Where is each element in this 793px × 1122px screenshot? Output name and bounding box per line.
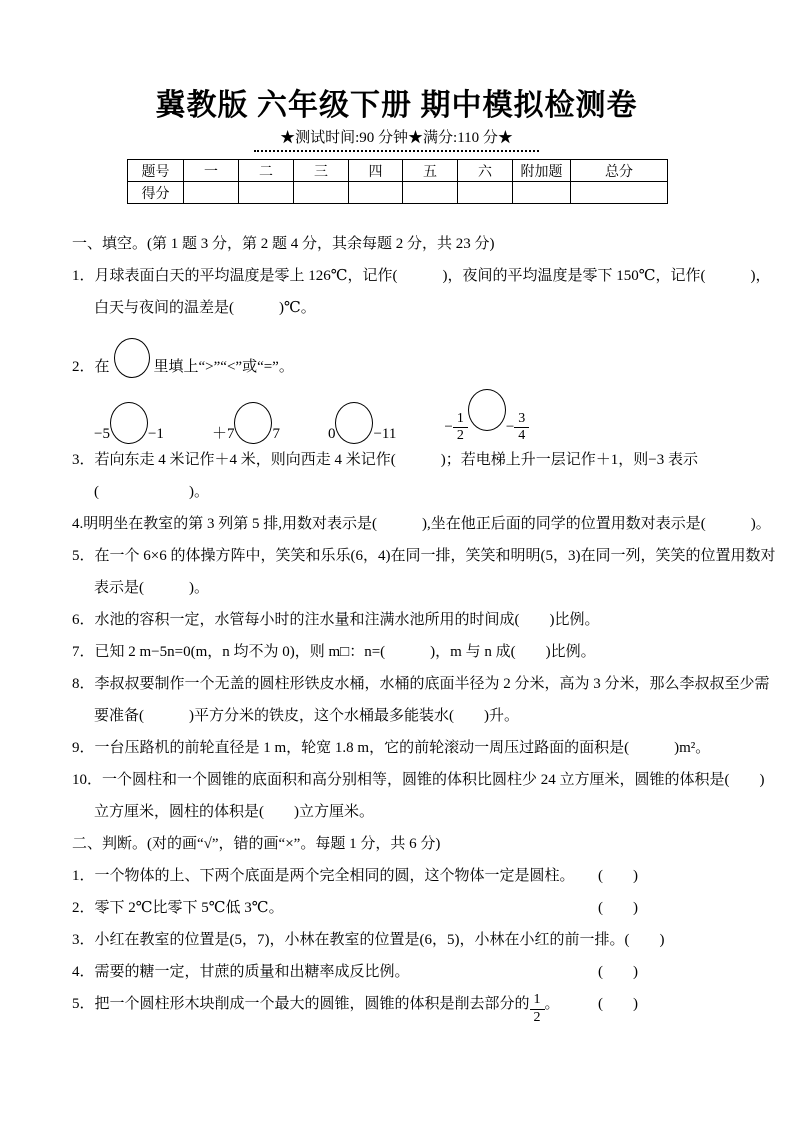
judge-item-text: 4．需要的糖一定，甘蔗的质量和出糖率成反比例。 xyxy=(72,964,410,980)
score-table-header-cell: 题号 xyxy=(128,160,184,182)
answer-bracket: ( ) xyxy=(598,996,638,1012)
exam-body xyxy=(72,228,776,1026)
question-5-line-1: 5．在一个 6×6 的体操方阵中，笑笑和乐乐(6，4)在同一排，笑笑和明明(5，3)在同一列，笑笑的位置用数对 xyxy=(72,548,776,564)
score-table-header-cell: 四 xyxy=(349,160,403,182)
question-8-line-2: 要准备( )平方分米的铁皮，这个水桶最多能装水( )升。 xyxy=(94,708,519,724)
score-cell-empty xyxy=(349,182,403,204)
score-table-header-cell: 二 xyxy=(239,160,294,182)
subtitle-row xyxy=(0,129,793,152)
question-7-line: 7．已知 2 m−5n=0(m，n 均不为 0)，则 m□：n=( )，m 与 n 成( )比例。 xyxy=(72,644,596,660)
comparison-item xyxy=(328,402,396,444)
score-table-header-row xyxy=(128,160,668,182)
judge-item-2 xyxy=(72,892,638,924)
question-1-line-1: 1．月球表面白天的平均温度是零上 126℃，记作( )，夜间的平均温度是零下 150℃，记作( )， xyxy=(72,268,771,284)
answer-bracket: ( ) xyxy=(624,932,665,948)
score-cell-empty xyxy=(571,182,668,204)
judge-item-text: 3．小红在教室的位置是(5，7)，小林在教室的位置是(6，5)，小林在小红的前一排。 xyxy=(72,932,625,948)
score-table-header-cell: 一 xyxy=(184,160,239,182)
question-2-suffix: 里填上“>”“<”或“=”。 xyxy=(153,359,294,375)
score-table-header-cell: 六 xyxy=(458,160,513,182)
question-4-line: 4.明明坐在教室的第 3 列第 5 排,用数对表示是( ),坐在他正后面的同学的位置用数对表示是( )。 xyxy=(72,516,771,532)
section-judge-heading: 二、判断。(对的画“√”，错的画“×”。每题 1 分，共 6 分) xyxy=(72,836,441,852)
comparison-left-value: ＋7 xyxy=(211,426,235,442)
answer-bracket: ( ) xyxy=(598,868,638,884)
judge-item-text: 1．一个物体的上、下两个底面是两个完全相同的圆，这个物体一定是圆柱。 xyxy=(72,868,575,884)
score-cell-empty xyxy=(403,182,458,204)
comparison-circle xyxy=(468,389,506,431)
score-cell-empty xyxy=(458,182,513,204)
judge-item-text: 2．零下 2℃比零下 5℃低 3℃。 xyxy=(72,900,284,916)
section-fill-heading: 一、填空。(第 1 题 3 分，第 2 题 4 分，其余每题 2 分，共 23 分) xyxy=(72,236,495,252)
comparison-left-fraction xyxy=(444,412,467,444)
comparison-circle xyxy=(335,402,373,444)
comparison-left-value: 0 xyxy=(327,426,336,442)
answer-bracket: ( ) xyxy=(598,964,638,980)
fraction-numerator: 1 xyxy=(456,410,464,426)
judge-item-5-period: 。 xyxy=(544,996,560,1012)
score-cell-empty xyxy=(184,182,239,204)
minus-sign: − xyxy=(444,419,453,436)
score-table-header-cell: 五 xyxy=(403,160,458,182)
comparison-left-value: −5 xyxy=(94,426,110,442)
fraction xyxy=(453,412,468,444)
score-table-header-cell: 附加题 xyxy=(513,160,571,182)
comparison-item-fractions xyxy=(444,389,529,444)
fraction-denominator: 4 xyxy=(514,427,529,444)
question-10-line-1: 10．一个圆柱和一个圆锥的底面积和高分别相等，圆锥的体积比圆柱少 24 立方厘米，圆锥的体积是( ) xyxy=(72,772,765,788)
fraction-numerator: 1 xyxy=(533,992,541,1008)
comparison-right-value: −1 xyxy=(147,426,164,442)
question-1-line-2: 白天与夜间的温差是( )℃。 xyxy=(94,300,316,316)
score-table-header-cell: 三 xyxy=(294,160,349,182)
score-cell-empty xyxy=(513,182,571,204)
question-10-line-2: 立方厘米，圆柱的体积是( )立方厘米。 xyxy=(94,804,374,820)
question-9-line: 9．一台压路机的前轮直径是 1 m，轮宽 1.8 m，它的前轮滚动一周压过路面的面积是( )m²。 xyxy=(72,740,711,756)
judge-item-1 xyxy=(72,860,638,892)
score-table-score-row xyxy=(128,182,668,204)
fraction-numerator: 3 xyxy=(518,410,526,426)
comparison-circle xyxy=(234,402,272,444)
score-cell-empty xyxy=(239,182,294,204)
exam-info-line: ★测试时间:90 分钟★满分:110 分★ xyxy=(254,129,539,152)
score-cell-empty xyxy=(294,182,349,204)
minus-sign: − xyxy=(505,419,515,436)
question-5-line-2: 表示是( )。 xyxy=(94,580,209,596)
comparison-right-fraction xyxy=(506,412,529,444)
comparison-right-value: −11 xyxy=(373,426,397,442)
question-3-line-2: ( )。 xyxy=(94,484,209,500)
comparison-item xyxy=(94,402,164,444)
question-2-prefix: 2．在 xyxy=(72,359,110,375)
judge-item-text xyxy=(72,988,560,1026)
question-6-line: 6．水池的容积一定，水管每小时的注水量和注满水池所用的时间成( )比例。 xyxy=(72,612,600,628)
comparison-row xyxy=(72,378,753,444)
comparison-right-value: 7 xyxy=(272,426,280,442)
question-2-line xyxy=(72,324,753,378)
blank-circle xyxy=(114,338,150,378)
answer-bracket: ( ) xyxy=(598,900,638,916)
judge-item-3 xyxy=(72,924,665,956)
comparison-circle xyxy=(110,402,148,444)
score-row-label: 得分 xyxy=(128,182,184,204)
fraction-denominator: 2 xyxy=(453,427,468,444)
fraction xyxy=(514,412,529,444)
question-8-line-1: 8．李叔叔要制作一个无盖的圆柱形铁皮水桶，水桶的底面半径为 2 分米，高为 3 分米，那么李叔叔至少需 xyxy=(72,676,770,692)
page-title: 冀教版 六年级下册 期中模拟检测卷 xyxy=(155,89,638,122)
question-3-line-1: 3．若向东走 4 米记作＋4 米，则向西走 4 米记作( )；若电梯上升一层记作＋1，则−3 表示 xyxy=(72,452,698,468)
fraction xyxy=(530,993,545,1025)
comparison-item xyxy=(212,402,280,444)
fraction-denominator: 2 xyxy=(530,1009,545,1026)
judge-item-5 xyxy=(72,988,638,1026)
score-table xyxy=(127,159,668,204)
judge-item-4 xyxy=(72,956,638,988)
judge-item-5-text: 5．把一个圆柱形木块削成一个最大的圆锥，圆锥的体积是削去部分的 xyxy=(72,996,530,1012)
score-table-header-cell: 总分 xyxy=(571,160,668,182)
